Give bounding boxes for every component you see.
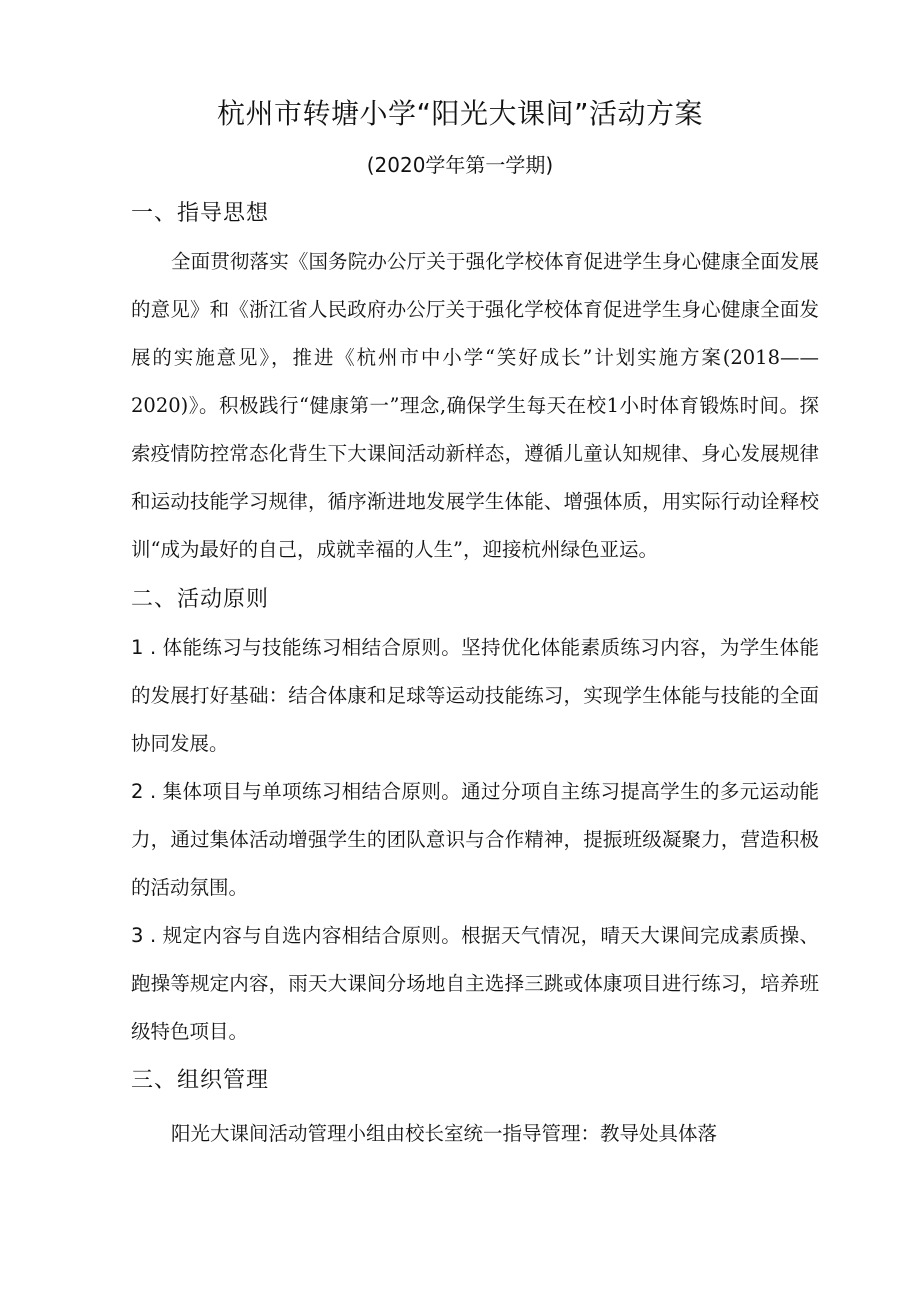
principle-item	[131, 624, 819, 768]
principle-lead	[131, 924, 401, 947]
section-paragraph-guiding-ideology: 全面贯彻落实《国务院办公厅关于强化学校体育促进学生身心健康全面发展的意见》和《浙江省人民政府办公厅关于强化学校体育促进学生身心健康全面发展的实施意见》，推进《杭州市中小学“笑好成长”计划实施方案(2018——2020)》。积极践行“健康第一”理念,确保学生每天在校1小时体育锻炼时间。探索疫情防控常态化背生下大课间活动新样态，遵循儿童认知规律、身心发展规律和运动技能学习规律，循序渐进地发展学生体能、增强体质，用实际行动诠释校训“成为最好的自己，成就幸福的人生”，迎接杭州绿色亚运。	[131, 250, 819, 561]
principle-text: 原则。通过分项自主练习提高学生的多元运动能力，通过集体活动增强学生的团队意识与合作精神，提振班级凝聚力，营造积极的活动氛围。	[131, 780, 819, 899]
principle-item	[131, 912, 819, 1056]
principle-item	[131, 768, 819, 912]
section-paragraph-organization: 阳光大课间活动管理小组由校长室统一指导管理：教导处具体落	[171, 1122, 718, 1145]
principle-lead	[131, 636, 401, 659]
principle-number: 2 .	[131, 780, 157, 803]
section-heading-guiding-ideology: 一、指导思想	[131, 201, 270, 226]
principle-number: 1 .	[131, 636, 157, 659]
principle-title: 集体项目与单项练习相结合	[162, 780, 402, 803]
principle-title: 体能练习与技能练习相结合	[162, 636, 402, 659]
principle-lead	[131, 780, 401, 803]
document-subtitle: (2020学年第一学期)	[366, 153, 554, 177]
section-heading-principles: 二、活动原则	[131, 587, 270, 612]
principle-text: 原则。坚持优化体能素质练习内容，为学生体能的发展打好基础：结合体康和足球等运动技能练习，实现学生体能与技能的全面协同发展。	[131, 636, 819, 755]
principle-text: 原则。根据天气情况，晴天大课间完成素质操、跑操等规定内容，雨天大课间分场地自主选择三跳或体康项目进行练习，培养班级特色项目。	[131, 924, 819, 1043]
document-title: 杭州市转塘小学“阳光大课间”活动方案	[216, 97, 703, 130]
principle-number: 3 .	[131, 924, 157, 947]
section-heading-organization: 三、组织管理	[131, 1068, 270, 1093]
principle-title: 规定内容与自选内容相结合	[162, 924, 402, 947]
